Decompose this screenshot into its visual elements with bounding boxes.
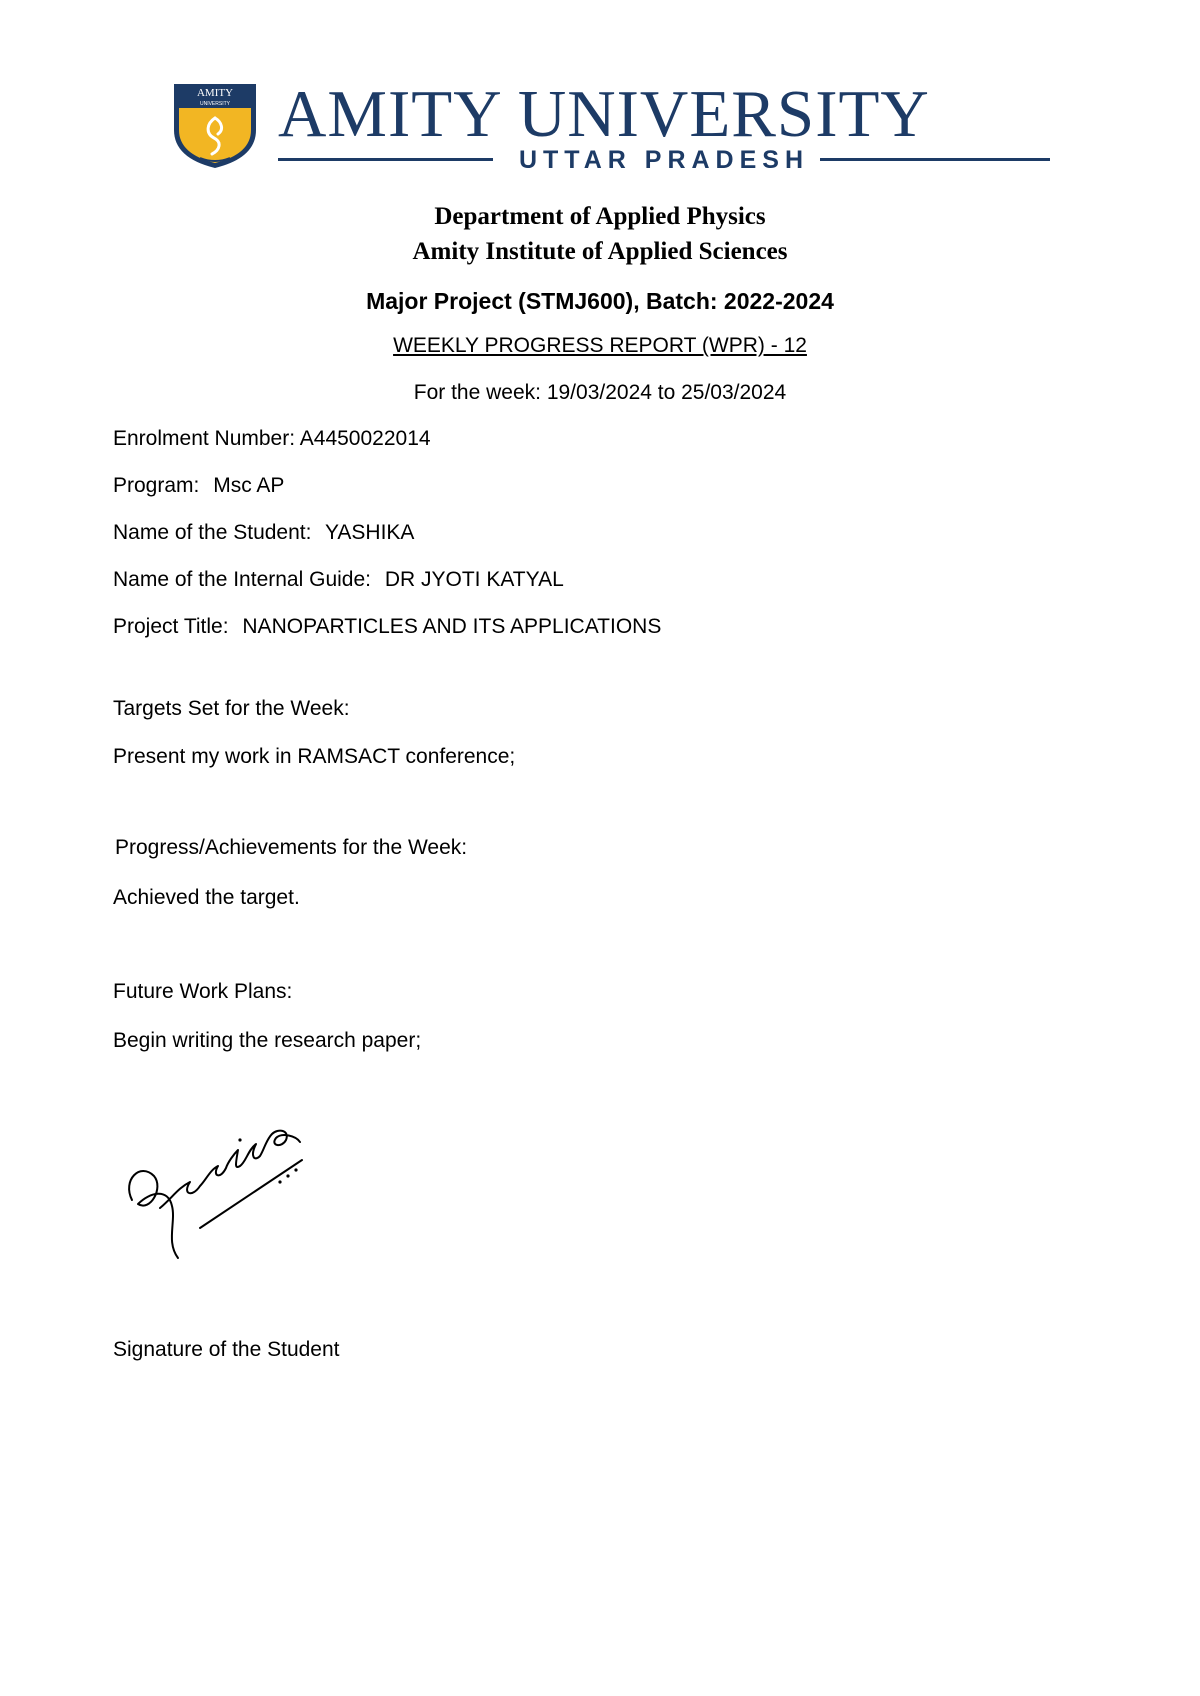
- student-signature: [120, 1110, 320, 1270]
- project-title-value: NANOPARTICLES AND ITS APPLICATIONS: [242, 615, 662, 638]
- institute-name: Amity Institute of Applied Sciences: [412, 238, 788, 265]
- amity-university-logo: [170, 77, 1050, 174]
- project-title-row: [113, 613, 661, 641]
- future-heading: Future Work Plans:: [113, 980, 293, 1003]
- guide-row: [113, 566, 564, 594]
- student-value: YASHIKA: [324, 521, 415, 544]
- guide-value: DR JYOTI KATYAL: [384, 568, 564, 591]
- progress-text: Achieved the target.: [113, 886, 300, 909]
- targets-heading: Targets Set for the Week:: [113, 697, 350, 720]
- divider: [820, 158, 1050, 161]
- enrolment-label: Enrolment Number:: [113, 427, 296, 450]
- program-row: [113, 472, 284, 500]
- progress-heading: Progress/Achievements for the Week:: [115, 836, 468, 859]
- project-title-label: Project Title:: [113, 615, 229, 638]
- program-label: Program:: [113, 474, 200, 497]
- department-name: Department of Applied Physics: [434, 203, 766, 230]
- svg-text:UNIVERSITY: UNIVERSITY: [199, 101, 231, 107]
- project-line: Major Project (STMJ600), Batch: 2022-2024: [366, 288, 834, 314]
- university-crest-icon: [170, 78, 260, 170]
- student-label: Name of the Student:: [113, 521, 312, 544]
- week-range: For the week: 19/03/2024 to 25/03/2024: [413, 381, 787, 404]
- enrolment-value: A4450022014: [299, 427, 431, 450]
- report-title: WEEKLY PROGRESS REPORT (WPR) - 12: [393, 334, 807, 357]
- svg-text:AMITY: AMITY: [196, 87, 234, 99]
- program-value: Msc AP: [213, 474, 285, 497]
- enrolment-row: [113, 425, 431, 453]
- guide-label: Name of the Internal Guide:: [113, 568, 371, 591]
- signature-caption: Signature of the Student: [113, 1338, 340, 1361]
- student-row: [113, 519, 414, 547]
- university-subtitle: [278, 146, 1050, 174]
- university-name: AMITY UNIVERSITY: [278, 77, 930, 151]
- future-text: Begin writing the research paper;: [113, 1029, 422, 1052]
- state-name: UTTAR PRADESH: [518, 146, 810, 174]
- targets-text: Present my work in RAMSACT conference;: [113, 745, 516, 768]
